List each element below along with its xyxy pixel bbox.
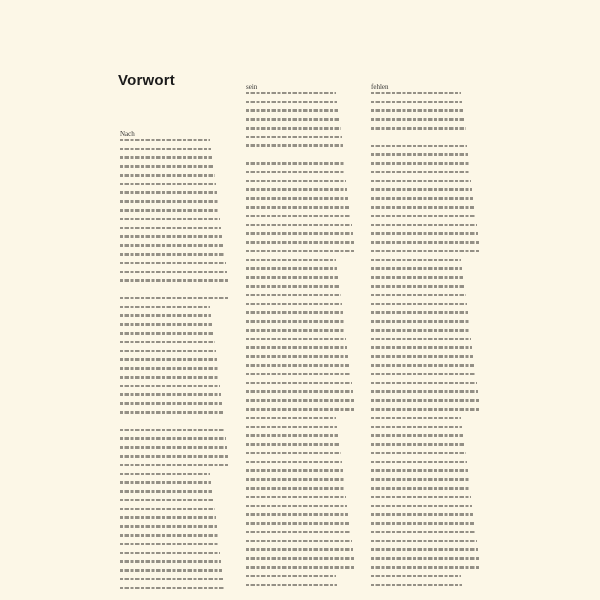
- text-line-placeholder: [371, 250, 480, 253]
- text-line-placeholder: [371, 320, 469, 323]
- text-line-placeholder: [120, 306, 210, 309]
- text-line-placeholder: [120, 148, 211, 151]
- text-line-placeholder: [371, 557, 479, 560]
- text-line-placeholder: [246, 92, 336, 95]
- text-line-placeholder: [246, 584, 337, 587]
- text-line-placeholder: [246, 224, 352, 227]
- text-line-placeholder: [246, 303, 342, 306]
- text-line-placeholder: [120, 525, 217, 528]
- text-line-placeholder: [120, 235, 222, 238]
- text-line-placeholder: [371, 408, 480, 411]
- text-line-placeholder: [120, 165, 214, 168]
- text-line-placeholder: [246, 311, 343, 314]
- text-line-placeholder: [371, 276, 463, 279]
- paragraph-gap: [120, 288, 230, 297]
- text-line-placeholder: [120, 464, 229, 467]
- text-line-placeholder: [371, 92, 461, 95]
- text-line-placeholder: [246, 566, 355, 569]
- text-line-placeholder: [120, 314, 211, 317]
- text-line-placeholder: [246, 338, 346, 341]
- text-line-placeholder: [246, 294, 341, 297]
- text-line-placeholder: [246, 505, 347, 508]
- text-line-placeholder: [246, 540, 352, 543]
- text-line-placeholder: [120, 367, 218, 370]
- text-line-placeholder: [371, 338, 471, 341]
- text-line-placeholder: [246, 197, 348, 200]
- text-line-placeholder: [120, 508, 215, 511]
- text-line-placeholder: [246, 188, 347, 191]
- text-line-placeholder: [120, 437, 226, 440]
- column-2-text-lines: [246, 92, 356, 586]
- text-line-placeholder: [246, 478, 344, 481]
- text-line-placeholder: [246, 285, 340, 288]
- text-line-placeholder: [371, 487, 470, 490]
- text-line-placeholder: [246, 408, 355, 411]
- text-line-placeholder: [120, 481, 211, 484]
- text-column-3: [371, 83, 481, 592]
- text-line-placeholder: [246, 180, 346, 183]
- text-line-placeholder: [371, 259, 461, 262]
- text-line-placeholder: [371, 153, 468, 156]
- text-line-placeholder: [120, 332, 214, 335]
- text-line-placeholder: [371, 145, 467, 148]
- text-line-placeholder: [246, 364, 349, 367]
- text-line-placeholder: [371, 188, 472, 191]
- text-line-placeholder: [246, 259, 336, 262]
- text-line-placeholder: [371, 294, 466, 297]
- text-line-placeholder: [371, 346, 472, 349]
- text-line-placeholder: [246, 548, 353, 551]
- text-line-placeholder: [120, 271, 227, 274]
- text-line-placeholder: [120, 376, 219, 379]
- text-line-placeholder: [120, 473, 210, 476]
- text-line-placeholder: [246, 346, 347, 349]
- text-line-placeholder: [246, 522, 349, 525]
- text-line-placeholder: [120, 411, 223, 414]
- text-line-placeholder: [371, 426, 462, 429]
- text-line-placeholder: [120, 262, 226, 265]
- text-line-placeholder: [371, 162, 469, 165]
- text-line-placeholder: [246, 320, 344, 323]
- text-line-placeholder: [371, 417, 461, 420]
- text-line-placeholder: [246, 127, 341, 130]
- text-line-placeholder: [120, 578, 223, 581]
- text-line-placeholder: [246, 443, 340, 446]
- text-line-placeholder: [246, 118, 340, 121]
- text-line-placeholder: [371, 285, 465, 288]
- text-line-placeholder: [246, 496, 346, 499]
- text-line-placeholder: [120, 534, 218, 537]
- text-line-placeholder: [371, 513, 473, 516]
- text-line-placeholder: [246, 144, 343, 147]
- paragraph-gap: [120, 420, 230, 429]
- text-line-placeholder: [371, 522, 474, 525]
- text-line-placeholder: [371, 303, 467, 306]
- text-line-placeholder: [120, 139, 210, 142]
- text-line-placeholder: [246, 469, 343, 472]
- text-line-placeholder: [120, 156, 212, 159]
- text-line-placeholder: [246, 215, 351, 218]
- text-line-placeholder: [246, 434, 338, 437]
- text-line-placeholder: [371, 267, 462, 270]
- text-line-placeholder: [371, 505, 472, 508]
- text-line-placeholder: [371, 443, 465, 446]
- text-line-placeholder: [246, 355, 348, 358]
- text-line-placeholder: [246, 267, 337, 270]
- text-line-placeholder: [246, 136, 342, 139]
- text-line-placeholder: [246, 487, 345, 490]
- text-line-placeholder: [120, 323, 212, 326]
- text-line-placeholder: [246, 250, 355, 253]
- text-column-2: [246, 83, 356, 592]
- text-line-placeholder: [371, 118, 465, 121]
- text-line-placeholder: [371, 540, 477, 543]
- text-line-placeholder: [246, 101, 337, 104]
- column-3-first-word: fehlen: [371, 83, 389, 91]
- column-3-text-lines: [371, 92, 481, 586]
- text-line-placeholder: [371, 584, 462, 587]
- text-line-placeholder: [120, 446, 227, 449]
- text-line-placeholder: [120, 297, 229, 300]
- text-line-placeholder: [371, 311, 468, 314]
- text-line-placeholder: [120, 350, 216, 353]
- text-line-placeholder: [246, 382, 352, 385]
- text-line-placeholder: [371, 329, 470, 332]
- text-line-placeholder: [120, 218, 220, 221]
- text-line-placeholder: [120, 227, 221, 230]
- text-line-placeholder: [246, 531, 351, 534]
- text-line-placeholder: [371, 206, 474, 209]
- text-line-placeholder: [246, 461, 342, 464]
- text-line-placeholder: [246, 417, 336, 420]
- text-line-placeholder: [246, 373, 351, 376]
- text-line-placeholder: [120, 516, 216, 519]
- text-line-placeholder: [371, 232, 478, 235]
- page-heading: Vorwort: [118, 72, 175, 89]
- text-line-placeholder: [371, 215, 476, 218]
- column-1-text-lines: [120, 139, 230, 589]
- text-column-1: [120, 130, 230, 595]
- text-line-placeholder: [246, 241, 354, 244]
- text-line-placeholder: [120, 552, 220, 555]
- text-line-placeholder: [120, 253, 225, 256]
- text-line-placeholder: [371, 461, 467, 464]
- text-line-placeholder: [371, 496, 471, 499]
- text-line-placeholder: [246, 399, 354, 402]
- text-line-placeholder: [246, 426, 337, 429]
- text-line-placeholder: [120, 358, 217, 361]
- text-line-placeholder: [246, 206, 349, 209]
- column-2-first-word: sein: [246, 83, 258, 91]
- text-line-placeholder: [120, 385, 220, 388]
- text-line-placeholder: [371, 452, 466, 455]
- text-line-placeholder: [371, 171, 470, 174]
- text-line-placeholder: [246, 276, 338, 279]
- text-line-placeholder: [120, 569, 222, 572]
- text-line-placeholder: [120, 191, 217, 194]
- text-line-placeholder: [246, 513, 348, 516]
- text-line-placeholder: [371, 434, 463, 437]
- text-line-placeholder: [120, 279, 228, 282]
- paragraph-gap: [371, 136, 481, 145]
- text-line-placeholder: [120, 490, 212, 493]
- column-1-first-word: Nach: [120, 130, 135, 138]
- text-line-placeholder: [371, 101, 462, 104]
- text-line-placeholder: [371, 382, 477, 385]
- text-line-placeholder: [371, 355, 473, 358]
- text-line-placeholder: [246, 329, 345, 332]
- text-line-placeholder: [120, 455, 228, 458]
- text-line-placeholder: [120, 402, 222, 405]
- text-line-placeholder: [371, 241, 479, 244]
- text-line-placeholder: [371, 109, 463, 112]
- text-line-placeholder: [120, 543, 219, 546]
- text-line-placeholder: [246, 452, 341, 455]
- text-line-placeholder: [371, 127, 466, 130]
- text-line-placeholder: [371, 224, 477, 227]
- text-line-placeholder: [246, 575, 336, 578]
- text-line-placeholder: [246, 171, 345, 174]
- text-line-placeholder: [120, 183, 216, 186]
- text-line-placeholder: [120, 244, 223, 247]
- text-line-placeholder: [371, 197, 473, 200]
- text-line-placeholder: [120, 200, 218, 203]
- text-line-placeholder: [246, 390, 353, 393]
- text-line-placeholder: [246, 557, 354, 560]
- text-line-placeholder: [120, 341, 215, 344]
- text-line-placeholder: [120, 429, 225, 432]
- text-line-placeholder: [246, 162, 344, 165]
- text-line-placeholder: [371, 399, 479, 402]
- text-line-placeholder: [371, 469, 468, 472]
- text-line-placeholder: [371, 364, 474, 367]
- text-line-placeholder: [120, 587, 225, 590]
- text-line-placeholder: [371, 478, 469, 481]
- text-line-placeholder: [371, 390, 478, 393]
- text-line-placeholder: [371, 575, 461, 578]
- text-line-placeholder: [246, 232, 353, 235]
- text-line-placeholder: [371, 180, 471, 183]
- text-line-placeholder: [371, 531, 476, 534]
- text-line-placeholder: [120, 174, 215, 177]
- text-line-placeholder: [371, 548, 478, 551]
- text-line-placeholder: [371, 373, 476, 376]
- text-line-placeholder: [120, 499, 214, 502]
- text-line-placeholder: [246, 109, 338, 112]
- text-line-placeholder: [120, 209, 219, 212]
- text-line-placeholder: [120, 393, 221, 396]
- text-line-placeholder: [120, 560, 221, 563]
- paragraph-gap: [246, 153, 356, 162]
- text-line-placeholder: [371, 566, 480, 569]
